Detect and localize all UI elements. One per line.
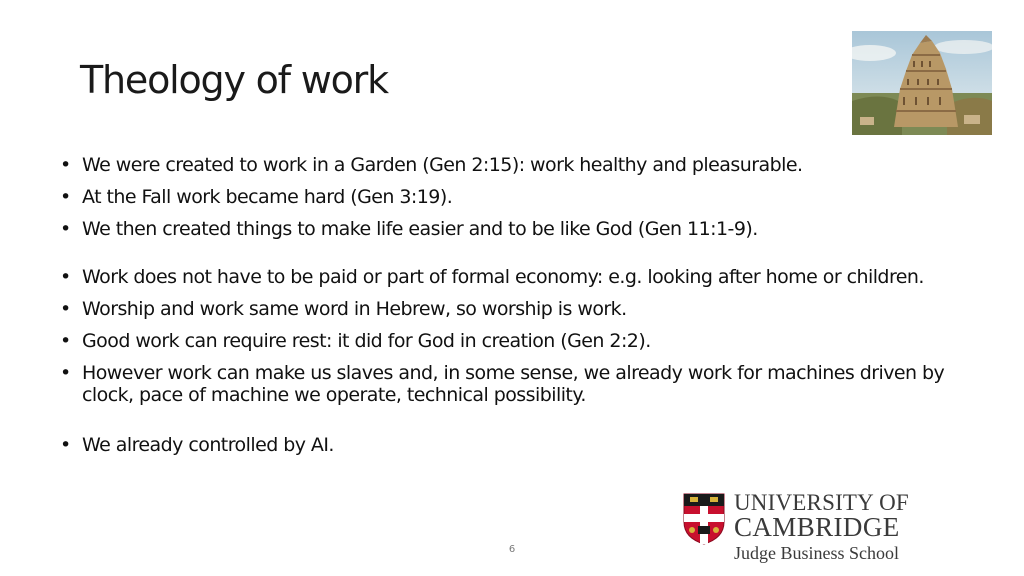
logo-line-cambridge: CAMBRIDGE [734, 512, 900, 542]
bullet-list [60, 154, 980, 466]
bullet-item [60, 154, 980, 176]
bullet-marker: • [60, 330, 71, 352]
bullet-marker: • [60, 186, 71, 208]
bullet-text: Work does not have to be paid or part of formal economy: e.g. looking after home or children. [82, 266, 924, 288]
logo-line-judge-business-school: Judge Business School [734, 543, 900, 563]
university-shield-icon [682, 492, 726, 546]
bullet-text: Good work can require rest: it did for God in creation (Gen 2:2). [82, 330, 651, 352]
logo-line-university: UNIVERSITY OF [734, 490, 909, 515]
bullet-text: At the Fall work became hard (Gen 3:19). [82, 186, 453, 208]
bullet-marker: • [60, 266, 71, 288]
bullet-item [60, 266, 980, 288]
bullet-item [60, 330, 980, 352]
slide-title: Theology of work [80, 58, 388, 102]
bullet-marker: • [60, 434, 71, 456]
bullet-text: Worship and work same word in Hebrew, so worship is work. [82, 298, 627, 320]
bullet-marker: • [60, 218, 71, 240]
bullet-text: We then created things to make life easier and to be like God (Gen 11:1-9). [82, 218, 758, 240]
bullet-text: We were created to work in a Garden (Gen 2:15): work healthy and pleasurable. [82, 154, 803, 176]
bullet-marker: • [60, 362, 71, 384]
bullet-marker: • [60, 298, 71, 320]
tower-of-babel-painting [852, 31, 992, 135]
bullet-item [60, 186, 980, 208]
page-number: 6 [508, 544, 516, 555]
bullet-text: However work can make us slaves and, in some sense, we already work for machines driven by clock, pace of machine we operate, technical possibility. [82, 362, 945, 406]
bullet-item [60, 218, 980, 240]
cambridge-judge-logo [682, 490, 922, 566]
bullet-text: We already controlled by AI. [82, 434, 334, 456]
bullet-item [60, 362, 980, 406]
bullet-marker: • [60, 154, 71, 176]
bullet-item [60, 298, 980, 320]
bullet-item [60, 434, 980, 456]
